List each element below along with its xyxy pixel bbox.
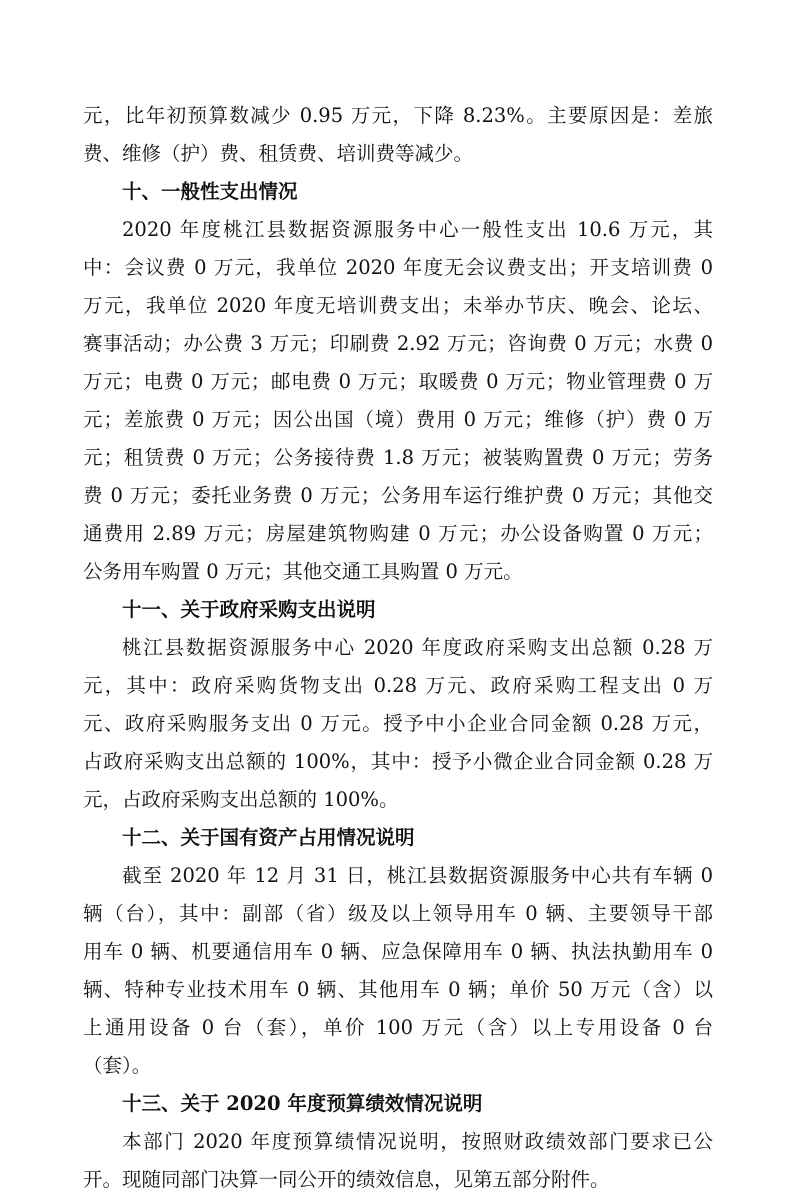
paragraph-6-line-2: 用车 0 辆、机要通信用车 0 辆、应急保障用车 0 辆、执法执勤用车 0: [83, 940, 713, 963]
paragraph-2-line-4: 万元；电费 0 万元；邮电费 0 万元；取暖费 0 万元；物业管理费 0 万: [83, 370, 713, 393]
paragraph-8-line-1: 开。现随同部门决算一同公开的绩效信息，见第五部分附件。: [83, 1168, 610, 1191]
paragraph-2-line-6: 元；租赁费 0 万元；公务接待费 1.8 万元；被装购置费 0 万元；劳务: [83, 446, 713, 469]
paragraph-6-line-4: 上通用设备 0 台（套），单价 100 万元（含）以上专用设备 0 台: [83, 1016, 713, 1039]
paragraph-4-line-4: 元，占政府采购支出总额的 100%。: [83, 788, 399, 811]
paragraph-2-line-0: 2020 年度桃江县数据资源服务中心一般性支出 10.6 万元，其: [122, 218, 713, 241]
paragraph-2-line-1: 中：会议费 0 万元，我单位 2020 年度无会议费支出；开支培训费 0: [83, 256, 713, 279]
paragraph-2-line-5: 元；差旅费 0 万元；因公出国（境）费用 0 万元；维修（护）费 0 万: [83, 408, 713, 431]
paragraph-6-line-0: 截至 2020 年 12 月 31 日，桃江县数据资源服务中心共有车辆 0: [122, 864, 713, 887]
paragraph-8-line-0: 本部门 2020 年度预算绩情况说明，按照财政绩效部门要求已公: [122, 1130, 713, 1153]
paragraph-4-line-2: 元、政府采购服务支出 0 万元。授予中小企业合同金额 0.28 万元，: [83, 712, 713, 735]
heading-government-procurement: 十一、关于政府采购支出说明: [122, 598, 376, 621]
paragraph-2-line-9: 公务用车购置 0 万元；其他交通工具购置 0 万元。: [83, 560, 523, 583]
heading-state-assets: 十二、关于国有资产占用情况说明: [122, 826, 415, 849]
paragraph-2-line-3: 赛事活动；办公费 3 万元；印刷费 2.92 万元；咨询费 0 万元；水费 0: [83, 332, 713, 355]
heading-general-expenditure: 十、一般性支出情况: [122, 180, 298, 203]
document-body: [83, 97, 713, 1199]
paragraph-2-line-8: 通费用 2.89 万元；房屋建筑物购建 0 万元；办公设备购置 0 万元；: [83, 522, 713, 545]
paragraph-6-line-5: （套）。: [83, 1054, 152, 1077]
paragraph-4-line-0: 桃江县数据资源服务中心 2020 年度政府采购支出总额 0.28 万: [122, 636, 713, 659]
heading-budget-performance: 十三、关于 2020 年度预算绩效情况说明: [122, 1092, 483, 1115]
paragraph-0-line-0: 元，比年初预算数减少 0.95 万元，下降 8.23%。主要原因是：差旅: [83, 104, 713, 127]
paragraph-4-line-3: 占政府采购支出总额的 100%，其中：授予小微企业合同金额 0.28 万: [83, 750, 713, 773]
paragraph-6-line-3: 辆、特种专业技术用车 0 辆、其他用车 0 辆；单价 50 万元（含）以: [83, 978, 713, 1001]
paragraph-2-line-7: 费 0 万元；委托业务费 0 万元；公务用车运行维护费 0 万元；其他交: [83, 484, 713, 507]
paragraph-6-line-1: 辆（台），其中：副部（省）级及以上领导用车 0 辆、主要领导干部: [83, 902, 713, 925]
paragraph-2-line-2: 万元，我单位 2020 年度无培训费支出；未举办节庆、晚会、论坛、: [83, 294, 713, 317]
paragraph-4-line-1: 元，其中：政府采购货物支出 0.28 万元、政府采购工程支出 0 万: [83, 674, 713, 697]
paragraph-0-line-1: 费、维修（护）费、租赁费、培训费等减少。: [83, 142, 474, 165]
